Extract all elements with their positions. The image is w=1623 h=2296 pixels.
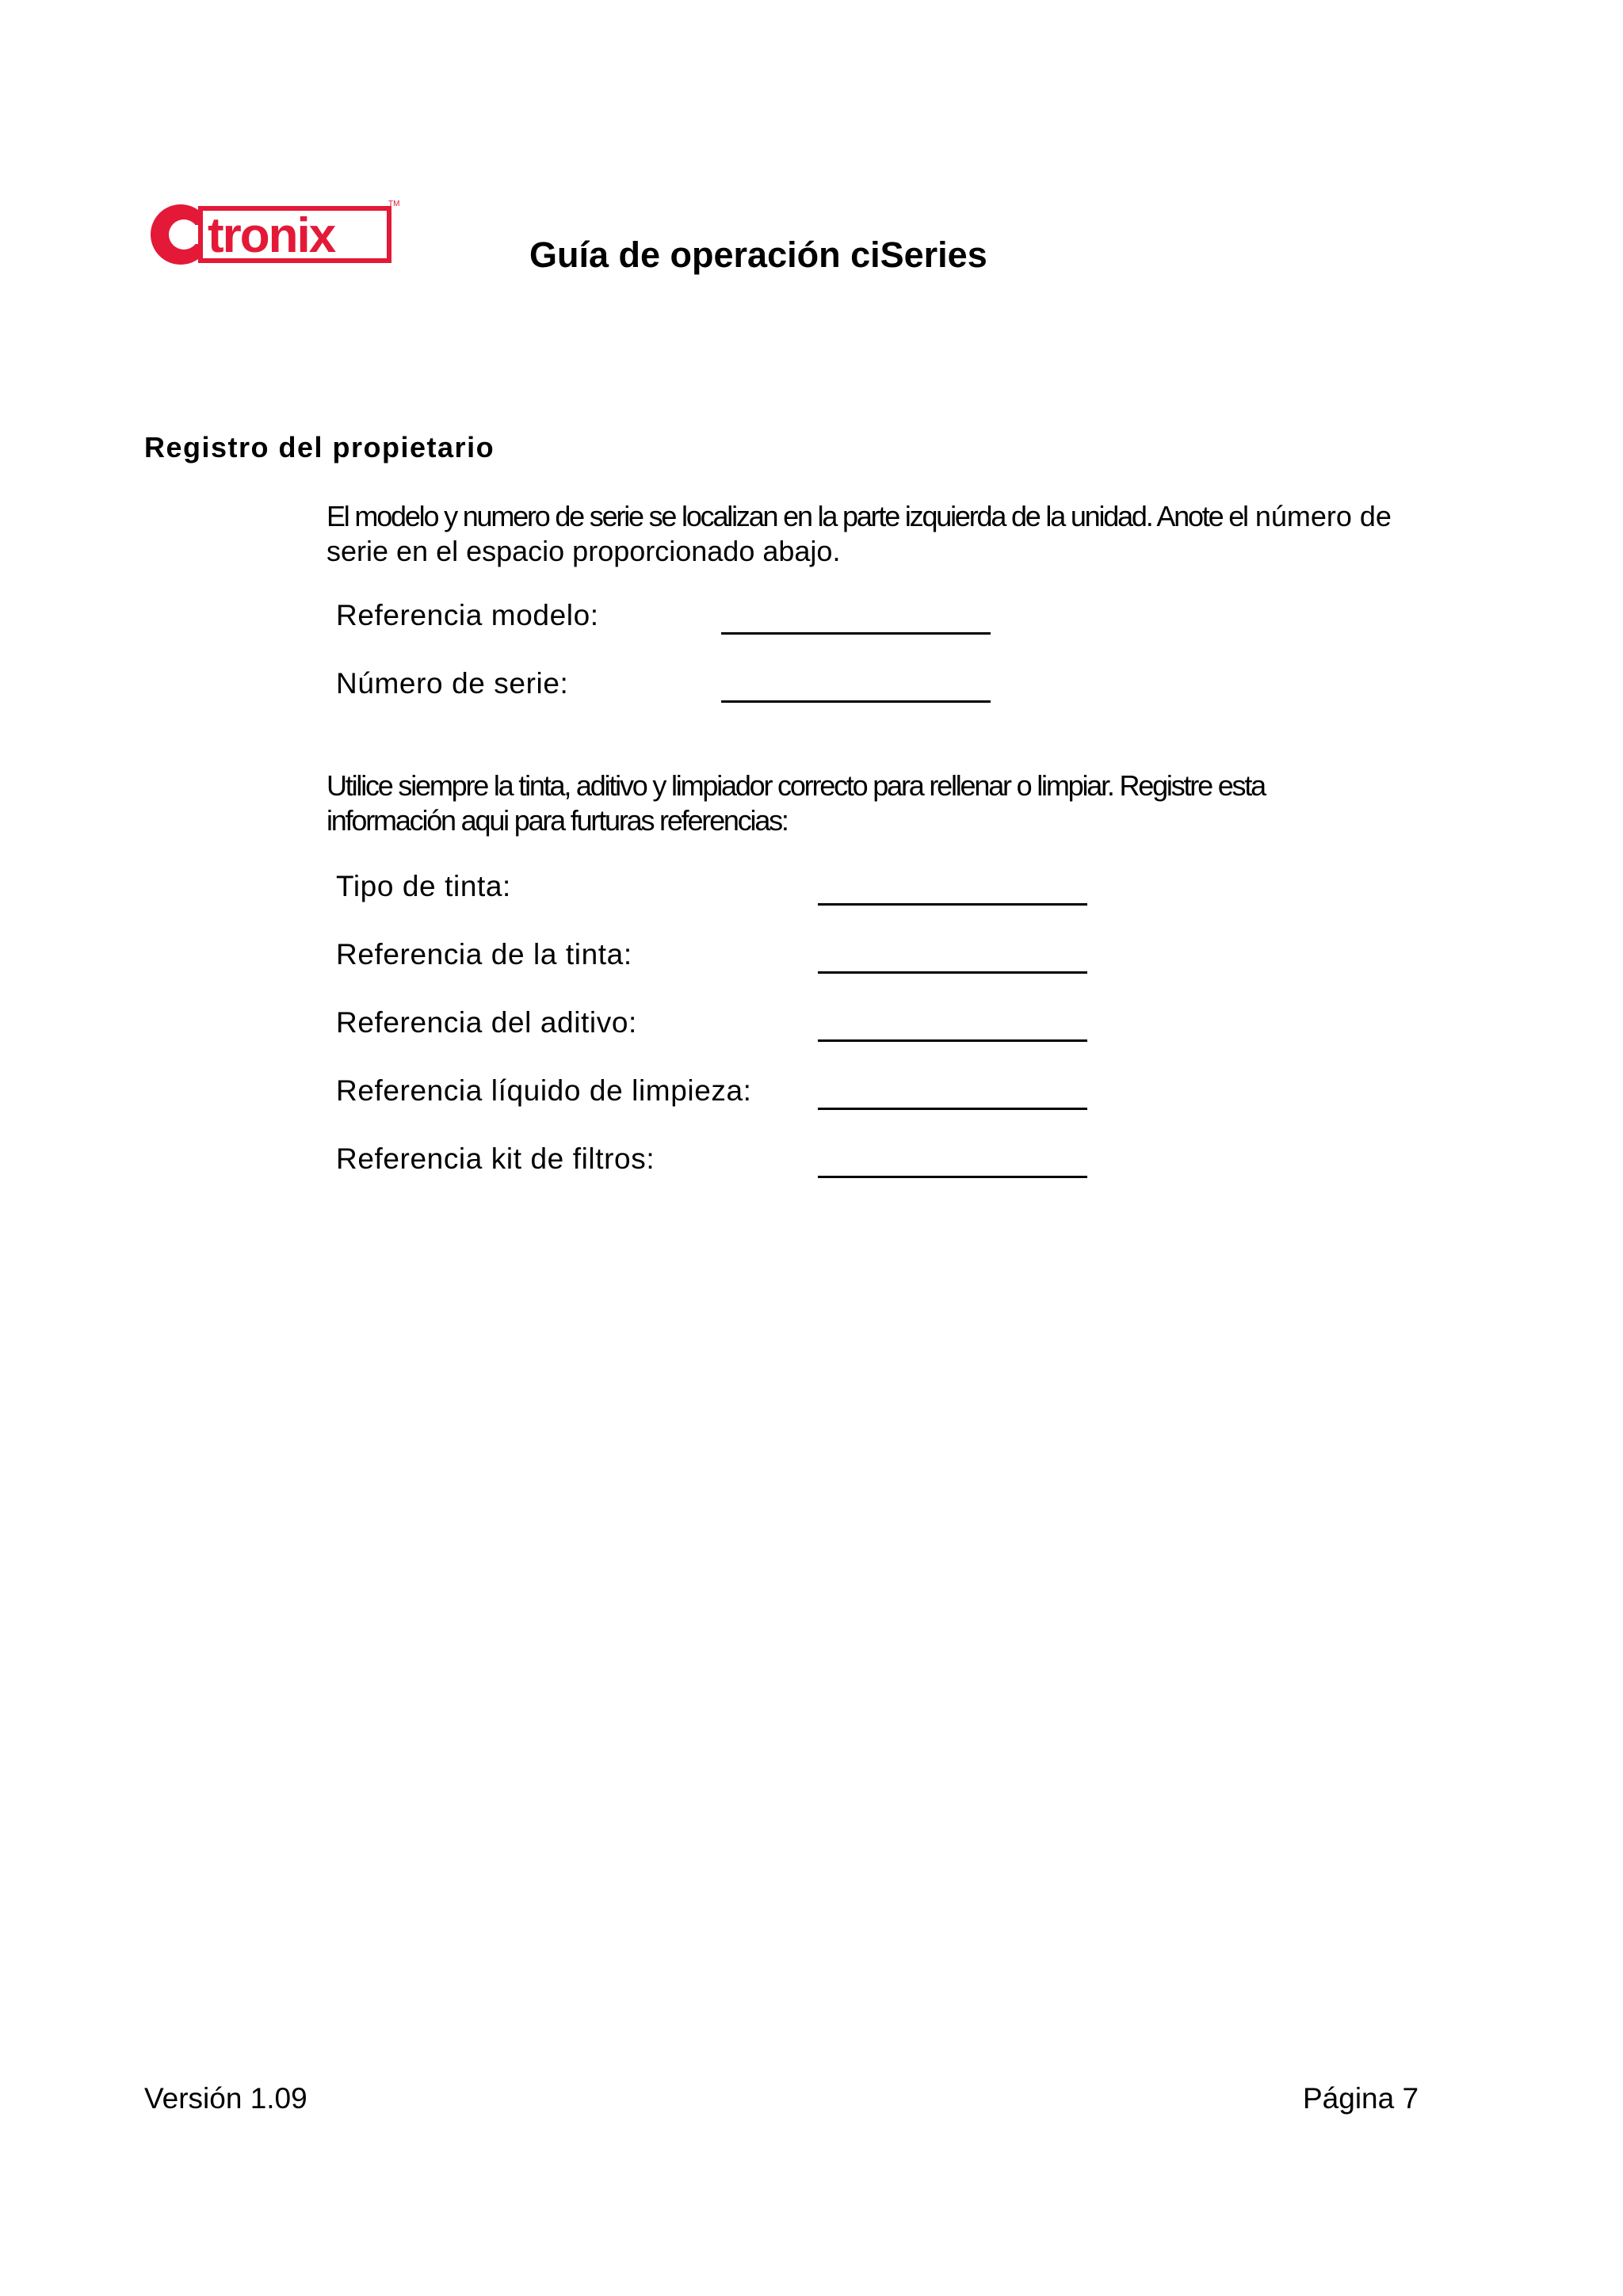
field-blank-model[interactable]	[721, 632, 991, 635]
section-heading: Registro del propietario	[144, 431, 495, 463]
field-label-ink-type: Tipo de tinta:	[336, 870, 511, 902]
supplies-paragraph	[327, 769, 1468, 838]
field-label-ink-ref: Referencia de la tinta:	[336, 938, 632, 971]
intro-paragraph	[327, 499, 1468, 569]
supplies-line2: información aqui para furturas referencias:	[327, 804, 788, 837]
field-blank-ink-ref[interactable]	[818, 971, 1087, 974]
field-label-additive-ref: Referencia del aditivo:	[336, 1006, 637, 1039]
footer-page-number: Página 7	[1303, 2082, 1419, 2115]
field-label-filter-kit-ref: Referencia kit de filtros:	[336, 1142, 655, 1175]
intro-line1-condensed: El modelo y numero de serie se localizan en la parte izquierda de la unidad. Anote el	[327, 500, 1247, 532]
svg-text:TM: TM	[388, 200, 400, 208]
citronix-logo	[147, 196, 401, 269]
document-title: Guía de operación ciSeries	[529, 235, 987, 275]
field-blank-ink-type[interactable]	[818, 903, 1087, 906]
intro-line2: serie en el espacio proporcionado abajo.	[327, 535, 841, 567]
svg-text:tronix: tronix	[208, 208, 335, 263]
supplies-line1: Utilice siempre la tinta, aditivo y limpiador correcto para rellenar o limpiar. Registre esta	[327, 769, 1265, 802]
field-blank-serial[interactable]	[721, 700, 991, 703]
field-blank-filter-kit-ref[interactable]	[818, 1176, 1087, 1178]
field-label-model: Referencia modelo:	[336, 599, 599, 631]
field-blank-additive-ref[interactable]	[818, 1039, 1087, 1042]
field-label-serial: Número de serie:	[336, 667, 569, 700]
intro-line1-rest: número de	[1247, 500, 1392, 532]
field-label-cleaner-ref: Referencia líquido de limpieza:	[336, 1074, 752, 1107]
footer-version: Versión 1.09	[144, 2082, 307, 2115]
field-blank-cleaner-ref[interactable]	[818, 1108, 1087, 1110]
